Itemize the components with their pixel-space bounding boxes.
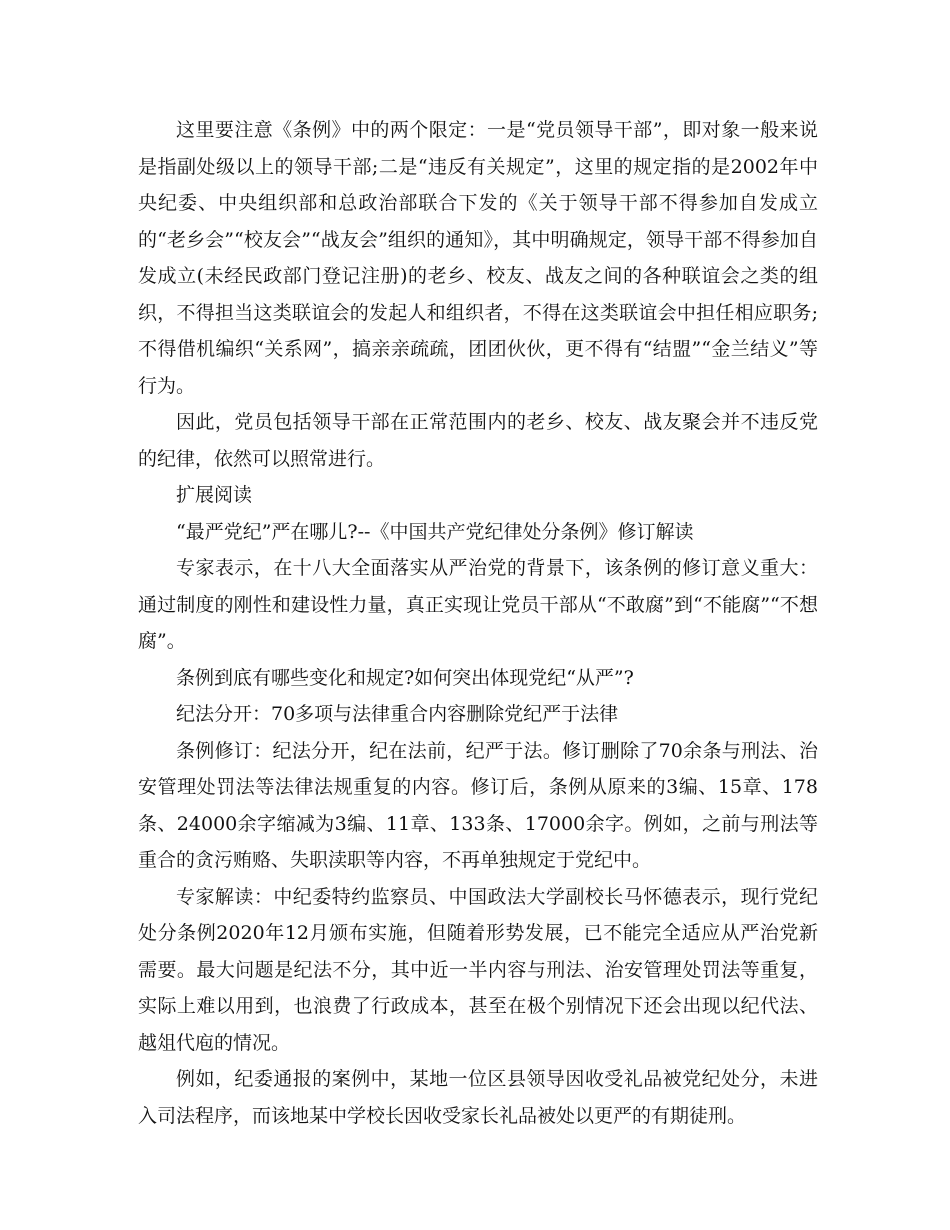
paragraph-expert-interpretation: 专家解读：中纪委特约监察员、中国政法大学副校长马怀德表示，现行党纪处分条例2020年12月颁布实施，但随着形势发展，已不能完全适应从严治党新需要。最大问题是纪法不分，其中近一半内容与刑法、治安管理处罚法等重复，实际上难以用到，也浪费了行政成本，甚至在极个别情况下还会出现以纪代法、越俎代庖的情况。 (138, 885, 818, 1054)
paragraph-conclusion: 因此，党员包括领导干部在正常范围内的老乡、校友、战友聚会并不违反党的纪律，依然可以照常进行。 (138, 411, 818, 470)
document-body (138, 112, 818, 1134)
paragraph-case-example: 例如，纪委通报的案例中，某地一位区县领导因收受礼品被党纪处分，未进入司法程序，而该地某中学校长因收受家长礼品被处以更严的有期徒刑。 (138, 1068, 818, 1127)
paragraph-expert-statement: 专家表示，在十八大全面落实从严治党的背景下，该条例的修订意义重大：通过制度的刚性和建设性力量，真正实现让党员干部从“不敢腐”到“不能腐”“不想腐”。 (138, 557, 818, 652)
paragraph-subheading-separation: 纪法分开：70多项与法律重合内容删除党纪严于法律 (176, 703, 619, 725)
heading-article-title: “最严党纪”严在哪儿?--《中国共产党纪律处分条例》修订解读 (176, 520, 694, 543)
paragraph-revision-details: 条例修订：纪法分开，纪在法前，纪严于法。修订删除了70余条与刑法、治安管理处罚法等法律法规重复的内容。修订后，条例从原来的3编、15章、178条、24000余字缩减为3编、11章、133条、17000余字。例如，之前与刑法等重合的贪污贿赂、失职渎职等内容，不再单独规定于党纪中。 (138, 739, 818, 871)
heading-extended-reading: 扩展阅读 (176, 484, 253, 506)
paragraph-regulation-limits: 这里要注意《条例》中的两个限定：一是“党员领导干部”，即对象一般来说是指副处级以上的领导干部;二是“违反有关规定”，这里的规定指的是2002年中央纪委、中央组织部和总政治部联合下发的《关于领导干部不得参加自发成立的“老乡会”“校友会”“战友会”组织的通知》，其中明确规定，领导干部不得参加自发成立(未经民政部门登记注册)的老乡、校友、战友之间的各种联谊会之类的组织，不得担当这类联谊会的发起人和组织者，不得在这类联谊会中担任相应职务;不得借机编织“关系网”，搞亲亲疏疏，团团伙伙，更不得有“结盟”“金兰结义”等行为。 (138, 119, 818, 397)
paragraph-question: 条例到底有哪些变化和规定?如何突出体现党纪“从严”? (176, 666, 634, 689)
